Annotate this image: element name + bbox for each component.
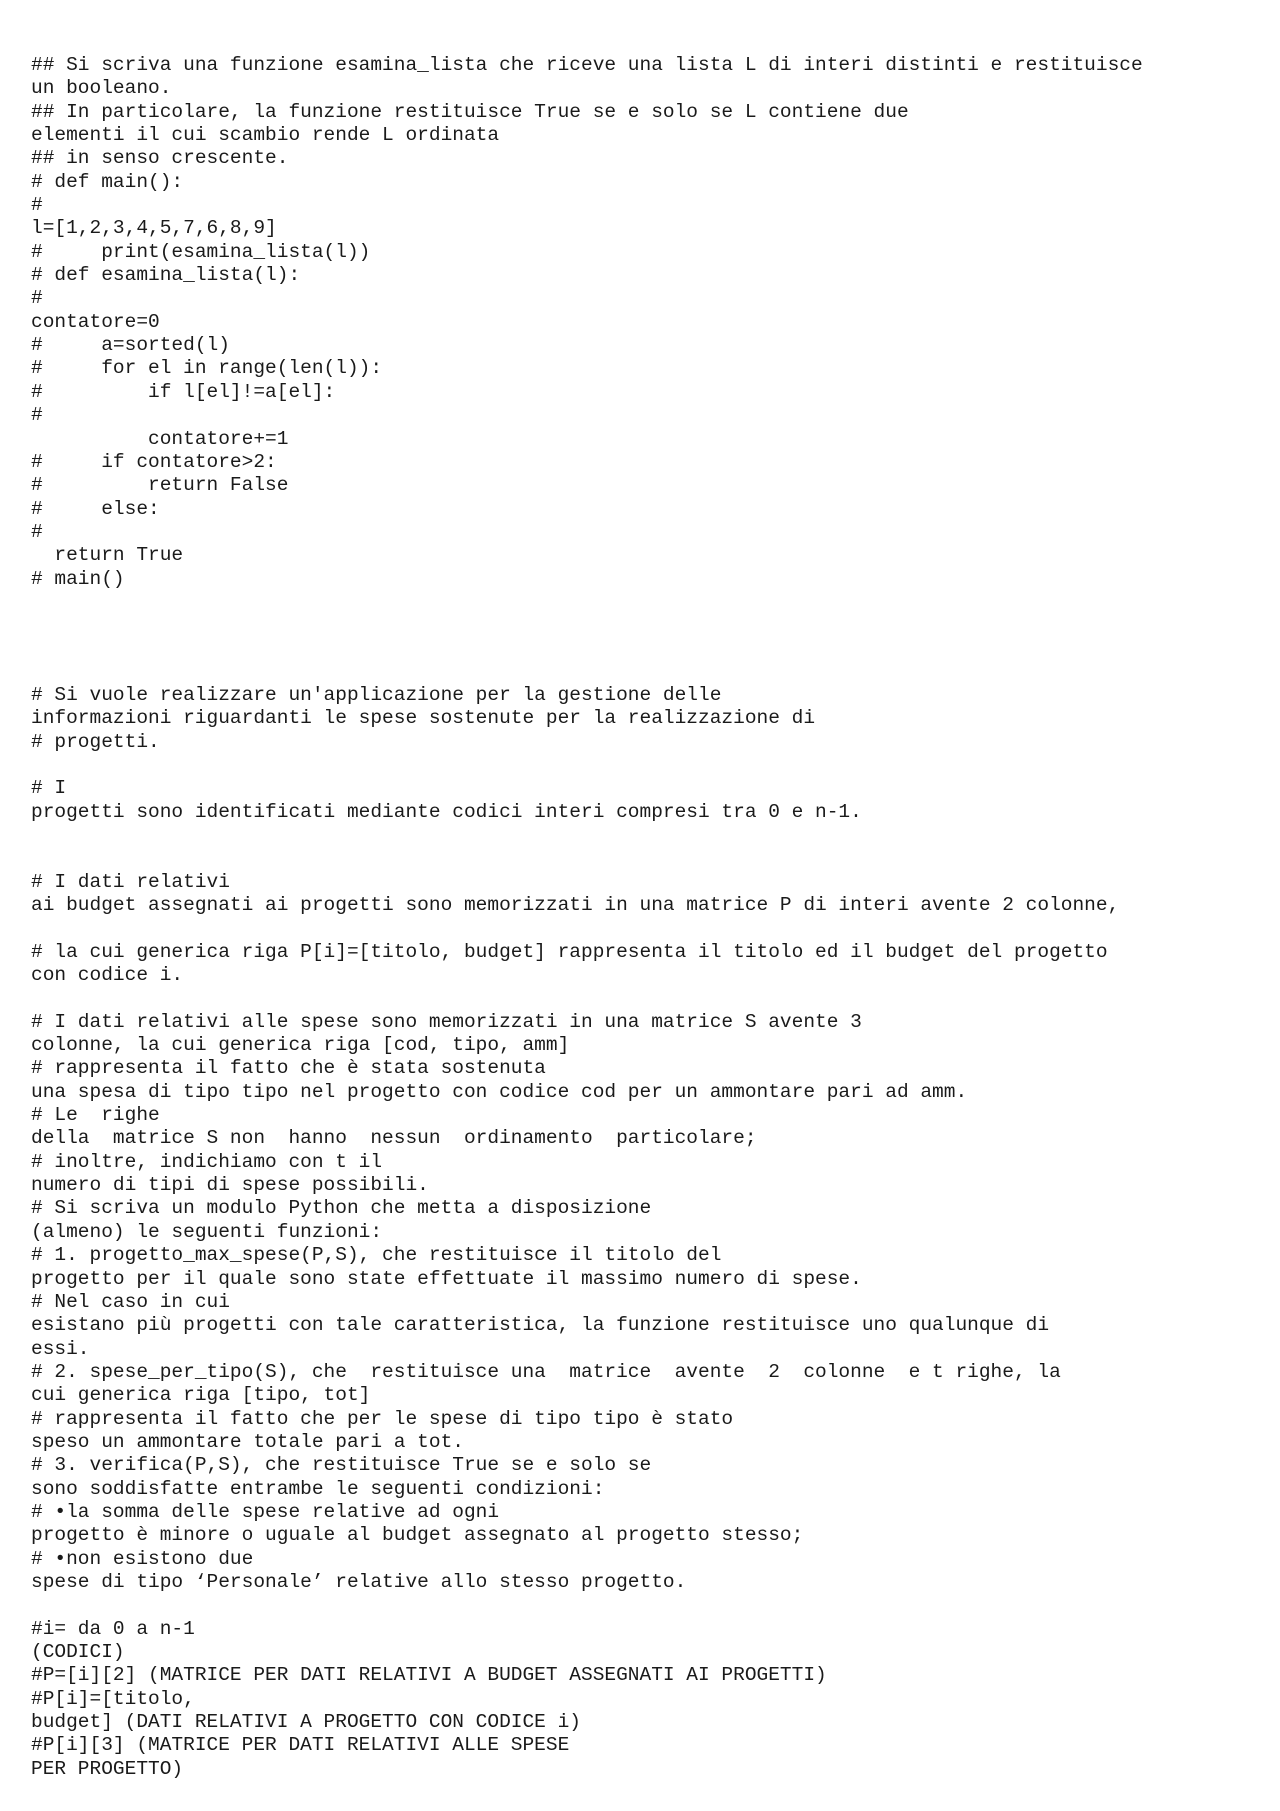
- text-line: # •non esistono due: [31, 1547, 254, 1570]
- text-line: spese di tipo ‘Personale’ relative allo stesso progetto.: [31, 1570, 687, 1593]
- text-line: ai budget assegnati ai progetti sono memorizzati in una matrice P di interi avente 2 colonne,: [31, 894, 1120, 916]
- text-line: # progetti.: [31, 730, 160, 753]
- text-line: ## Si scriva una funzione esamina_lista che riceve una lista L di interi distinti e restituisce: [31, 54, 1143, 76]
- text-line: [31, 1594, 1261, 1617]
- text-line: #: [31, 520, 43, 543]
- text-line: progetti sono identificati mediante codici interi compresi tra 0 e n-1.: [31, 800, 862, 823]
- text-line: [31, 824, 1261, 847]
- text-line: # rappresenta il fatto che è stata sostenuta: [31, 1057, 546, 1080]
- text-line: speso un ammontare totale pari a tot.: [31, 1430, 464, 1453]
- text-line: # else:: [31, 497, 160, 520]
- text-line: # 3. verifica(P,S), che restituisce True se e solo se: [31, 1454, 652, 1477]
- text-line: elementi il cui scambio rende L ordinata: [31, 124, 500, 147]
- text-line: [31, 754, 1261, 777]
- text-line: # I dati relativi: [31, 870, 230, 893]
- text-line: budget] (DATI RELATIVI A PROGETTO CON CODICE i): [31, 1711, 581, 1734]
- text-line: return True: [31, 544, 184, 567]
- text-line: # def esamina_lista(l):: [31, 264, 301, 287]
- text-line: # print(esamina_lista(l)): [31, 240, 371, 263]
- text-line: ## In particolare, la funzione restituisce True se e solo se L contiene due: [31, 100, 909, 123]
- text-line: # 2. spese_per_tipo(S), che restituisce una matrice avente 2 colonne e t righe, la: [31, 1360, 1061, 1383]
- text-line: [31, 847, 1261, 870]
- text-line: PER PROGETTO): [31, 1757, 184, 1780]
- text-line: contatore+=1: [31, 427, 289, 450]
- text-line: ## in senso crescente.: [31, 147, 289, 170]
- text-line: un booleano.: [31, 77, 172, 100]
- text-line: esistano più progetti con tale caratteristica, la funzione restituisce uno qualunque di: [31, 1314, 1050, 1337]
- text-line: l=[1,2,3,4,5,7,6,8,9]: [31, 217, 277, 240]
- text-line: [31, 917, 1261, 940]
- text-line: contatore=0: [31, 310, 160, 333]
- text-line: # 1. progetto_max_spese(P,S), che restituisce il titolo del: [31, 1244, 722, 1267]
- text-line: # I dati relativi alle spese sono memorizzati in una matrice S avente 3: [31, 1010, 862, 1033]
- text-line: sono soddisfatte entrambe le seguenti condizioni:: [31, 1477, 605, 1500]
- text-line: # Nel caso in cui: [31, 1290, 230, 1313]
- text-line: # inoltre, indichiamo con t il: [31, 1150, 383, 1173]
- text-line: #i= da 0 a n-1: [31, 1617, 195, 1640]
- text-line: #P[i][3] (MATRICE PER DATI RELATIVI ALLE SPESE: [31, 1734, 570, 1757]
- text-line: #P[i]=[titolo,: [31, 1687, 195, 1710]
- text-line: #P=[i][2] (MATRICE PER DATI RELATIVI A BUDGET ASSEGNATI AI PROGETTI): [31, 1664, 827, 1687]
- text-line: # for el in range(len(l)):: [31, 357, 383, 380]
- text-line: (almeno) le seguenti funzioni:: [31, 1220, 383, 1243]
- text-line: #: [31, 287, 43, 310]
- text-line: cui generica riga [tipo, tot]: [31, 1384, 371, 1407]
- text-line: colonne, la cui generica riga [cod, tipo, amm]: [31, 1034, 570, 1057]
- text-line: # main(): [31, 567, 125, 590]
- text-line: informazioni riguardanti le spese sostenute per la realizzazione di: [31, 707, 816, 730]
- text-line: # if l[el]!=a[el]:: [31, 380, 336, 403]
- document-page: [31, 54, 1261, 1781]
- text-line: # Si vuole realizzare un'applicazione per la gestione delle: [31, 683, 722, 706]
- text-line: # a=sorted(l): [31, 334, 230, 357]
- text-line: con codice i.: [31, 964, 184, 987]
- text-line: # return False: [31, 474, 289, 497]
- text-line: #: [31, 404, 43, 427]
- text-line: # rappresenta il fatto che per le spese di tipo tipo è stato: [31, 1407, 734, 1430]
- code-block-gestione-progetti: [31, 684, 1261, 1781]
- text-line: # def main():: [31, 170, 184, 193]
- text-line: della matrice S non hanno nessun ordinamento particolare;: [31, 1127, 757, 1150]
- text-line: progetto è minore o uguale al budget assegnato al progetto stesso;: [31, 1524, 804, 1547]
- text-line: # Le righe: [31, 1104, 160, 1127]
- text-line: [31, 987, 1261, 1010]
- text-line: progetto per il quale sono state effettuate il massimo numero di spese.: [31, 1267, 862, 1290]
- text-line: una spesa di tipo tipo nel progetto con codice cod per un ammontare pari ad amm.: [31, 1080, 968, 1103]
- code-block-esamina-lista: [31, 54, 1261, 591]
- text-line: #: [31, 194, 43, 217]
- text-line: # •la somma delle spese relative ad ogni: [31, 1500, 500, 1523]
- text-line: numero di tipi di spese possibili.: [31, 1174, 429, 1197]
- text-line: essi.: [31, 1337, 90, 1360]
- text-line: # if contatore>2:: [31, 450, 277, 473]
- text-line: # la cui generica riga P[i]=[titolo, budget] rappresenta il titolo ed il budget del progetto: [31, 940, 1108, 963]
- text-line: (CODICI): [31, 1641, 125, 1663]
- text-line: # Si scriva un modulo Python che metta a disposizione: [31, 1197, 652, 1220]
- text-line: # I: [31, 777, 67, 800]
